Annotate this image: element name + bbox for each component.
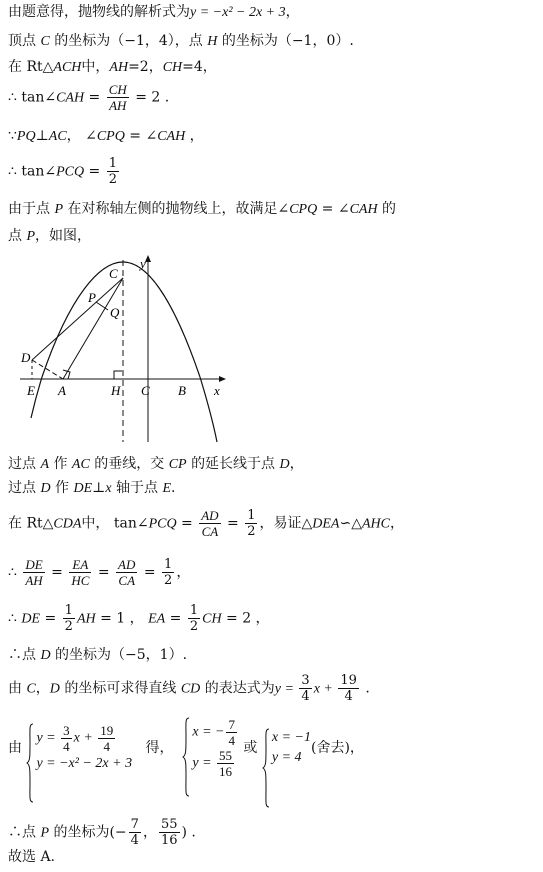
denominator: HC — [71, 573, 90, 588]
label-p: P — [88, 290, 96, 305]
numerator: 7 — [130, 817, 139, 832]
right-angle-h — [114, 371, 122, 379]
line-4 — [8, 82, 169, 113]
var: CH — [202, 611, 222, 627]
label-x: x — [214, 383, 220, 398]
numerator: CH — [108, 82, 127, 97]
text: ∴ tan∠ — [8, 163, 57, 180]
label-b: B — [178, 383, 186, 398]
line-7 — [8, 200, 396, 219]
numerator: 55 — [219, 748, 233, 763]
fraction — [23, 557, 44, 588]
brace-icon — [26, 723, 34, 803]
text: 的延长线于点 — [191, 456, 276, 472]
text: ∴ — [8, 610, 22, 627]
line-8 — [8, 227, 91, 246]
text: ， — [35, 680, 50, 697]
denominator: CA — [201, 524, 219, 539]
text: 得， — [145, 740, 174, 756]
line-15 — [8, 673, 370, 704]
numerator: 3 — [301, 673, 310, 688]
var: PCQ — [148, 516, 177, 532]
text: y = — [36, 730, 60, 746]
fraction — [61, 723, 72, 754]
denominator: 4 — [63, 738, 70, 754]
denominator: 2 — [247, 524, 256, 539]
text: 的坐标为(− — [53, 824, 127, 841]
text: ∴ tan∠ — [8, 89, 57, 106]
var: A — [40, 457, 50, 472]
var: AC — [71, 457, 90, 472]
text: 由于点 — [8, 201, 50, 217]
text: ∴点 — [8, 647, 36, 663]
text: 的坐标为（−1，4），点 — [54, 33, 203, 49]
line-13 — [8, 603, 270, 634]
var: CH — [162, 60, 183, 75]
equation-row — [192, 748, 239, 779]
text: 点 — [8, 228, 22, 244]
var: H — [207, 34, 218, 49]
var: E — [162, 481, 172, 496]
text: = — [176, 515, 198, 532]
var: CAH — [56, 90, 85, 106]
fraction — [107, 156, 119, 187]
parabola-figure — [0, 250, 260, 450]
numerator: 1 — [189, 603, 199, 618]
equation-row — [192, 717, 239, 748]
text: =2， — [128, 59, 163, 75]
text: 中， tan∠ — [81, 515, 149, 532]
line-9 — [8, 455, 304, 474]
text: (舍去) — [310, 740, 350, 756]
var: DE — [21, 611, 41, 627]
text: ， — [389, 515, 404, 532]
numerator: 19 — [100, 722, 114, 738]
fraction — [226, 717, 237, 748]
text: = — [84, 163, 105, 180]
var: D — [40, 648, 51, 663]
text: 的表达式为 — [204, 680, 275, 697]
text: 在对称轴左侧的抛物线上，故满足∠ — [67, 201, 290, 217]
fraction — [116, 557, 137, 588]
fraction — [159, 817, 180, 848]
line-2 — [8, 32, 354, 51]
var: D — [279, 457, 290, 472]
line-12 — [8, 557, 190, 588]
label-a: A — [58, 383, 66, 398]
text: ∴ — [8, 564, 22, 581]
denominator: 2 — [164, 573, 173, 588]
numerator: 1 — [64, 603, 73, 618]
text: 在 Rt△ — [8, 515, 54, 532]
denominator: 16 — [160, 833, 178, 848]
numerator: 1 — [164, 557, 173, 572]
fraction — [188, 603, 200, 634]
text: = — [93, 564, 115, 581]
text: 过点 — [8, 480, 36, 496]
label-y: y — [140, 256, 146, 271]
var: ACH — [53, 60, 82, 75]
text: = — [222, 515, 244, 532]
denominator: AH — [25, 573, 43, 588]
denominator: 2 — [108, 172, 117, 187]
text: 故选 A. — [8, 849, 56, 865]
line-5 — [8, 127, 204, 146]
denominator: 4 — [228, 733, 235, 748]
text: ， — [349, 740, 364, 756]
text: y = — [192, 755, 216, 771]
var: CD — [180, 681, 201, 697]
text: 的 — [382, 201, 397, 217]
text: ⊥ — [35, 128, 49, 144]
denominator: 2 — [189, 619, 199, 634]
equation-row: x = −1 — [271, 730, 311, 745]
label-h: H — [111, 383, 121, 398]
equation-row: y = 4 — [271, 750, 302, 765]
equation-row: y = −x² − 2x + 3 — [36, 755, 133, 771]
numerator: AD — [118, 557, 136, 572]
line-14 — [8, 646, 187, 665]
text: = ∠ — [317, 201, 350, 217]
text: 顶点 — [8, 33, 36, 49]
brace-icon — [182, 717, 190, 797]
var: D — [40, 481, 51, 496]
var: CAH — [157, 129, 186, 144]
denominator: 16 — [219, 764, 233, 779]
var: AH — [109, 60, 129, 75]
var: D — [49, 681, 60, 697]
var: C — [40, 34, 50, 49]
numerator: 3 — [63, 722, 70, 738]
numerator: EA — [69, 557, 91, 573]
y-axis-arrow — [145, 255, 151, 262]
numerator: 19 — [340, 673, 357, 688]
text: ，如图， — [35, 228, 92, 244]
line-18 — [8, 848, 55, 866]
text: 轴于点 — [116, 480, 158, 496]
denominator: 4 — [344, 689, 353, 704]
var: PCQ — [56, 164, 85, 180]
fraction — [162, 557, 174, 588]
text: 由 — [8, 740, 22, 756]
numerator: 1 — [247, 508, 256, 523]
label-d: D — [21, 350, 31, 365]
text: ， — [142, 824, 157, 841]
numerator: AD — [201, 508, 219, 523]
fraction — [338, 673, 359, 704]
text: = — [165, 610, 186, 627]
formula: y = −x² − 2x + 3 — [190, 5, 286, 20]
formula: x + — [313, 681, 337, 697]
text: = — [40, 610, 61, 627]
text: 的坐标可求得直线 — [64, 680, 177, 697]
equation-system-2 — [182, 717, 239, 779]
line-1 — [8, 3, 300, 22]
text: ， — [176, 564, 191, 581]
fraction — [299, 673, 311, 704]
line-17 — [8, 817, 196, 848]
text: ∴点 — [8, 824, 36, 841]
label-origin: C — [141, 383, 150, 398]
text: ⊥ — [92, 480, 106, 496]
x-axis-arrow — [219, 376, 226, 382]
text: ， — [185, 128, 204, 144]
numerator: 7 — [228, 717, 235, 732]
var: CPQ — [96, 129, 125, 144]
var: AHC — [361, 516, 390, 532]
numerator: 1 — [108, 156, 117, 171]
line-10 — [8, 479, 175, 498]
text: ) . — [181, 824, 196, 841]
denominator: 2 — [64, 619, 73, 634]
var: P — [40, 825, 50, 841]
var: EA — [148, 611, 166, 627]
var: DEA — [312, 516, 340, 532]
var: AC — [48, 129, 67, 144]
line-11 — [8, 508, 404, 539]
denominator: 4 — [130, 833, 139, 848]
text: 的坐标为（−1，0）. — [221, 33, 354, 49]
numerator: DE — [25, 557, 43, 572]
equation-row — [36, 723, 132, 754]
line-16 — [8, 717, 364, 779]
var: DE — [73, 481, 93, 496]
text: 由 — [8, 680, 22, 697]
text: = ∠ — [124, 128, 158, 144]
text: 过点 — [8, 456, 36, 472]
var: x — [105, 481, 112, 496]
text: ， — [285, 4, 300, 20]
text: ， — [289, 456, 304, 472]
denominator: 4 — [103, 738, 111, 754]
text: = 1 ， — [95, 610, 149, 627]
text: ∽△ — [339, 515, 362, 532]
brace-icon — [262, 728, 270, 808]
text: = 2 . — [130, 89, 170, 106]
line-3 — [8, 58, 217, 77]
text: x = − — [192, 724, 225, 740]
text: 或 — [243, 740, 258, 756]
denominator: 4 — [301, 689, 310, 704]
fraction — [63, 603, 75, 634]
var: CDA — [53, 516, 82, 532]
var: CAH — [349, 202, 378, 217]
text: ，易证△ — [259, 515, 313, 532]
label-q: Q — [110, 305, 120, 320]
text: 由题意得，抛物线的解析式为 — [8, 4, 190, 20]
text: 中， — [81, 59, 110, 75]
fraction — [217, 748, 234, 779]
var: CPQ — [289, 202, 318, 217]
text: = — [84, 89, 105, 106]
text: =4， — [182, 59, 217, 75]
text: ， ∠ — [66, 128, 97, 144]
var: CP — [168, 457, 187, 472]
text: 作 — [53, 456, 68, 472]
numerator: 55 — [160, 817, 178, 832]
label-e: E — [27, 383, 35, 398]
text: = — [46, 564, 68, 581]
text: 的坐标为（−5，1）. — [55, 647, 188, 663]
fraction — [245, 508, 257, 539]
equation-system-1 — [26, 723, 132, 774]
fraction — [199, 508, 220, 539]
var: P — [26, 229, 36, 244]
text: ∵ — [8, 128, 17, 144]
text: . — [360, 680, 370, 697]
equation-system-3 — [262, 728, 311, 768]
text: 在 Rt△ — [8, 59, 54, 75]
var: P — [54, 202, 64, 217]
line-6 — [8, 156, 121, 187]
text: 作 — [55, 480, 70, 496]
fraction — [98, 723, 115, 754]
label-c: C — [109, 266, 118, 281]
text: = 2 ， — [221, 610, 270, 627]
var: AH — [76, 611, 96, 627]
text: 的垂线，交 — [94, 456, 165, 472]
fraction — [107, 82, 129, 113]
text: . — [171, 480, 176, 496]
denominator: AH — [109, 98, 127, 113]
fraction — [129, 817, 141, 848]
denominator: CA — [118, 573, 136, 588]
formula: y = — [274, 681, 298, 697]
text: = — [139, 564, 161, 581]
var: C — [26, 681, 36, 697]
fraction — [69, 557, 91, 588]
var: PQ — [16, 129, 36, 144]
text: x + — [73, 730, 97, 746]
